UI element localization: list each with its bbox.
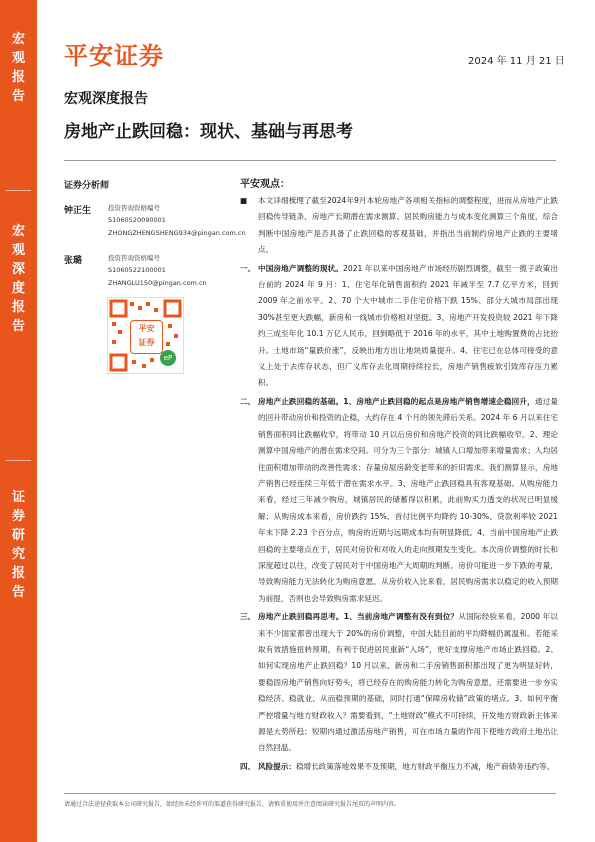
analyst-cert-label: 投资咨询资格编号 — [108, 254, 160, 262]
analyst-email[interactable]: ZHONGZHENGSHENG934@pingan.com.cn — [108, 229, 246, 237]
report-date: 2024 年 11 月 21 日 — [468, 56, 565, 67]
paragraph-text: 2021 年以来中国房地产市场经历剧烈调整，截至一揽子政策出台前的 2024 年 9 月：1、住宅年化销售面积约 2021 年减半至 7.7 亿平方米，回到 2009 年之前水平。2、70 个大中城市二手住宅价格下跌 15%、部分大城市局部出现 30%甚至更大跌幅，新房和一线城市价格相对坚挺。3、房地产开发投资较 2021 年下降约三成至年化 10.1 万亿人民币，回到略低于 2016 年的水平，其中土地购置费的占比抬升。土地市场“量跌价涨”，反映出地方出让地块质量提升。4、住宅已在总体可接受的意义上处于去库存状态，但广义库存去化周期持续拉长，房地产销售疲软引致库存压力累积。 — [258, 263, 558, 388]
paragraph-text: 本文详细梳理了截至2024年9月本轮房地产各项相关指标的调整程度，进而从房地产止跌回稳传导链条、房地产长期潜在需求测算、居民购房能力与成本变化测算三个角度，综合判断中国房地产是否具备了止跌回稳的客观基础，并指出当前制约房地产止跌的主要堵点。 — [258, 196, 558, 255]
report-type: 宏观深度报告 — [64, 91, 148, 107]
paragraph-text: 稳增长政策落地效果不及预期，地方财政平衡压力不减，地产商债务违约等。 — [295, 761, 555, 771]
footer-divider — [64, 793, 556, 794]
company-logo: 平安证券 — [64, 42, 164, 70]
paragraph-marker: ■ — [240, 196, 248, 205]
sidebar-label-macro-deep-report: 宏 观 深 度 报 告 — [11, 224, 25, 334]
key-point-paragraph — [240, 609, 558, 757]
analyst-entry — [64, 203, 246, 247]
paragraph-marker: 四、 — [240, 761, 256, 771]
analyst-cert-number: S1060520090001 — [108, 216, 166, 224]
paragraph-lead: 房地产止跌回稳的基础。1、房地产止跌回稳的起点是房地产销售增速企稳回升， — [258, 396, 535, 406]
title-divider — [64, 160, 556, 161]
key-points — [240, 178, 558, 777]
qr-badge-icon: eP — [160, 350, 176, 366]
analyst-name: 钟正生 — [64, 206, 92, 216]
analyst-cert-number: S1060522100001 — [108, 266, 166, 274]
sidebar — [0, 0, 37, 842]
key-point-paragraph — [240, 759, 558, 775]
report-title: 房地产止跌回稳：现状、基础与再思考 — [64, 122, 353, 142]
key-point-paragraph — [240, 193, 558, 259]
analyst-heading: 证券分析师 — [64, 181, 110, 191]
sidebar-label-securities-report: 证 券 研 究 报 告 — [11, 490, 25, 600]
analyst-entry — [64, 253, 224, 297]
footer-disclaimer: 请通过合法途径获取本公司研究报告，如经由未经许可的渠道获得研究报告，请慎重使用并注意阅读研究报告尾页的声明内容。 — [64, 801, 401, 808]
sidebar-label-macro-report: 宏 观 报 告 — [11, 32, 25, 104]
key-point-paragraph — [240, 394, 558, 607]
paragraph-marker: 三、 — [240, 612, 256, 622]
qr-code — [107, 297, 184, 374]
paragraph-lead: 中国房地产调整的现状。 — [258, 263, 344, 273]
sidebar-divider — [6, 460, 31, 461]
paragraph-text: 通过量的回升带动房价和投资的企稳，大约存在 4 个月的领先滞后关系。2024 年 6 月以来住宅销售面积同比跌幅收窄，将带动 10 月以后房价和房地产投资的同比跌幅收窄。2、理论测算中国房地产的潜在需求空间。可分为三个部分：城镇人口增加带来增量需求；人均居住面积增加带动的改善性需求；存量房屋房龄变老带来的折旧需求。我们测算显示，房地产销售已经连续三年低于潜在需求水平。3、房地产止跌回稳具有客观基础。从购房能力来看，经过三年减少购房，城镇居民的储蓄得以积累，此前购买力透支的状况已明显缓解；从购房成本来看，房价跌约 15%、首付比例平均降约 10-30%、贷款利率较 2021 年末下降 2.23 个百分点，购房的近期与远期成本均有明显降低。4、当前中国房地产止跌回稳的主要堵点在于，居民对房价和对收入的走向预期发生变化。本次房价调整的时长和深度超过以往，改变了居民对于中国房地产大周期的判断。房价可能进一步下跌的考量，导致购房能力无法转化为购房意愿。从房价收入比来看，居民购房需求以稳定的收入预期为前提，否则也会导致购房需求延迟。 — [258, 396, 559, 603]
analyst-cert-label: 投资咨询资格编号 — [108, 204, 160, 212]
sidebar-divider — [6, 190, 31, 191]
key-points-heading: 平安观点： — [240, 179, 290, 190]
analyst-panel — [64, 178, 246, 303]
paragraph-lead: 房地产止跌回稳再思考。1、当前房地产调整有没有到位？ — [258, 612, 459, 622]
paragraph-marker: 一、 — [240, 263, 256, 273]
analyst-email[interactable]: ZHANGLU150@pingan.com.cn — [108, 279, 207, 287]
paragraph-marker: 二、 — [240, 396, 256, 406]
paragraph-text: 从国际经验来看，2000 年以来不少国家都曾出现大于 20%的房价调整，中国大陆目前的平均降幅仍属温和。若能采取有效措施扭转预期，有利于促进居民重新“入场”，更好支撑房地产市场止跌回稳。2、如何实现房地产止跌回稳？10 月以来，新房和二手房销售面积都出现了更为明显好转，要稳固房地产销售向好势头，将已经存在的购房能力转化为购房意愿，还需要进一步夯实稳经济、稳就业、从而稳预期的基础，同时打通“保障房收储”政策的堵点。3、如何平衡严控增量与地方财政收入？需要看到，“土地财政”模式不可持续，开发地方财政新主体来源是大势所趋；短期内通过激活房地产销售，可在市场力量的作用下使地方政府土地出让自然回温。 — [258, 612, 559, 753]
qr-logo: 平安 证券 — [130, 320, 163, 354]
analyst-name: 张璐 — [64, 256, 83, 266]
key-point-paragraph — [240, 261, 558, 392]
paragraph-lead: 风险提示： — [258, 761, 296, 771]
